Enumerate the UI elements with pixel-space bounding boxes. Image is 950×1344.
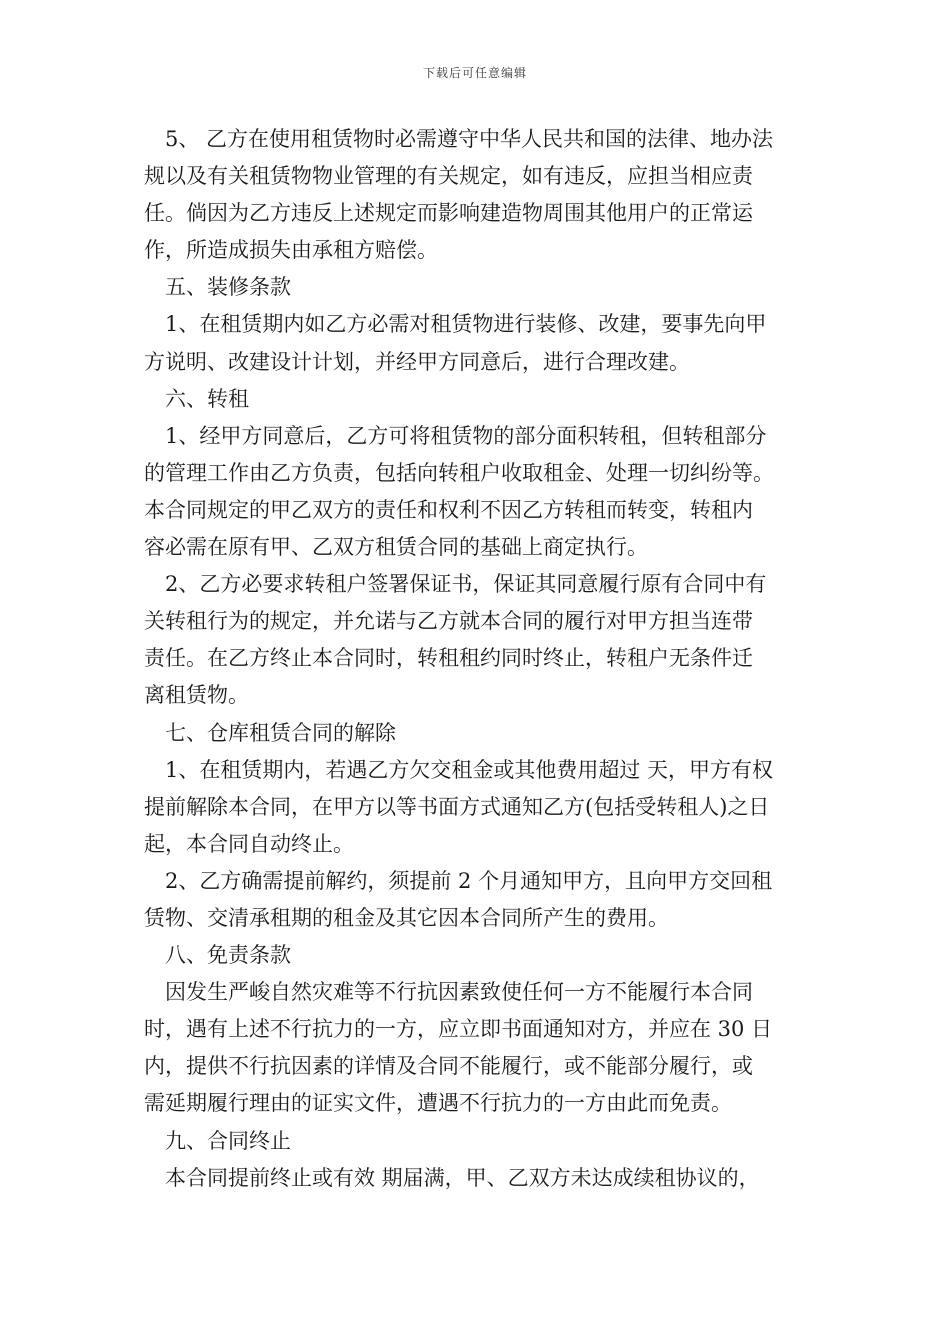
- paragraph-line: 本合同提前终止或有效 期届满，甲、乙双方未达成续租协议的，: [165, 1165, 760, 1190]
- section-heading: 七、仓库租赁合同的解除: [165, 720, 396, 745]
- download-note: 下载后可任意编辑: [422, 66, 527, 80]
- paragraph-line: 容必需在原有甲、乙双方租赁合同的基础上商定执行。: [144, 535, 648, 560]
- paragraph-line: 5、 乙方在使用租赁物时必需遵守中华人民共和国的法律、地办法: [165, 127, 774, 151]
- paragraph-line: 起，本合同自动终止。: [144, 831, 354, 856]
- paragraph-line: 赁物、交清承租期的租金及其它因本合同所产生的费用。: [144, 905, 669, 930]
- paragraph-line: 本合同规定的甲乙双方的责任和权利不因乙方转租而转变，转租内: [144, 497, 753, 522]
- paragraph-line: 规以及有关租赁物物业管理的有关规定，如有违反，应担当相应责: [144, 164, 753, 189]
- paragraph-line: 时，遇有上述不行抗力的一方，应立即书面通知对方，并应在 30 日: [144, 1017, 773, 1042]
- paragraph-line: 因发生严峻自然灾难等不行抗因素致使任何一方不能履行本合同: [165, 980, 753, 1005]
- paragraph-line: 2、乙方确需提前解约，须提前 2 个月通知甲方，且向甲方交回租: [165, 868, 773, 893]
- paragraph-line: 1、经甲方同意后，乙方可将租赁物的部分面积转租，但转租部分: [165, 423, 767, 448]
- paragraph-line: 离租赁物。: [144, 683, 249, 708]
- paragraph-line: 1、在租赁期内，若遇乙方欠交租金或其他费用超过 天，甲方有权: [165, 757, 774, 782]
- document-body: [144, 121, 816, 1197]
- paragraph-line: 作，所造成损失由承租方赔偿。: [144, 238, 438, 263]
- paragraph-line: 方说明、改建设计计划，并经甲方同意后，进行合理改建。: [144, 349, 690, 374]
- paragraph-line: 责任。在乙方终止本合同时，转租租约同时终止，转租户无条件迁: [144, 646, 753, 671]
- paragraph-line: 关转租行为的规定，并允诺与乙方就本合同的履行对甲方担当连带: [144, 609, 753, 634]
- section-heading: 六、转租: [165, 386, 249, 411]
- section-heading: 五、装修条款: [165, 275, 291, 300]
- paragraph-line: 需延期履行理由的证实文件，遭遇不行抗力的一方由此而免责。: [144, 1091, 732, 1116]
- section-heading: 九、合同终止: [165, 1128, 291, 1153]
- paragraph-line: 的管理工作由乙方负责，包括向转租户收取租金、处理一切纠纷等。: [144, 460, 774, 485]
- paragraph-line: 1、在租赁期内如乙方必需对租赁物进行装修、改建，要事先向甲: [165, 312, 767, 337]
- paragraph-line: 内，提供不行抗因素的详情及合同不能履行，或不能部分履行，或: [144, 1054, 753, 1079]
- paragraph-line: 提前解除本合同，在甲方以等书面方式通知乙方(包括受转租人)之日: [144, 794, 770, 819]
- paragraph-line: 2、乙方必要求转租户签署保证书，保证其同意履行原有合同中有: [165, 572, 767, 597]
- paragraph-line: 任。倘因为乙方违反上述规定而影响建造物周围其他用户的正常运: [144, 201, 753, 226]
- section-heading: 八、免责条款: [165, 943, 291, 968]
